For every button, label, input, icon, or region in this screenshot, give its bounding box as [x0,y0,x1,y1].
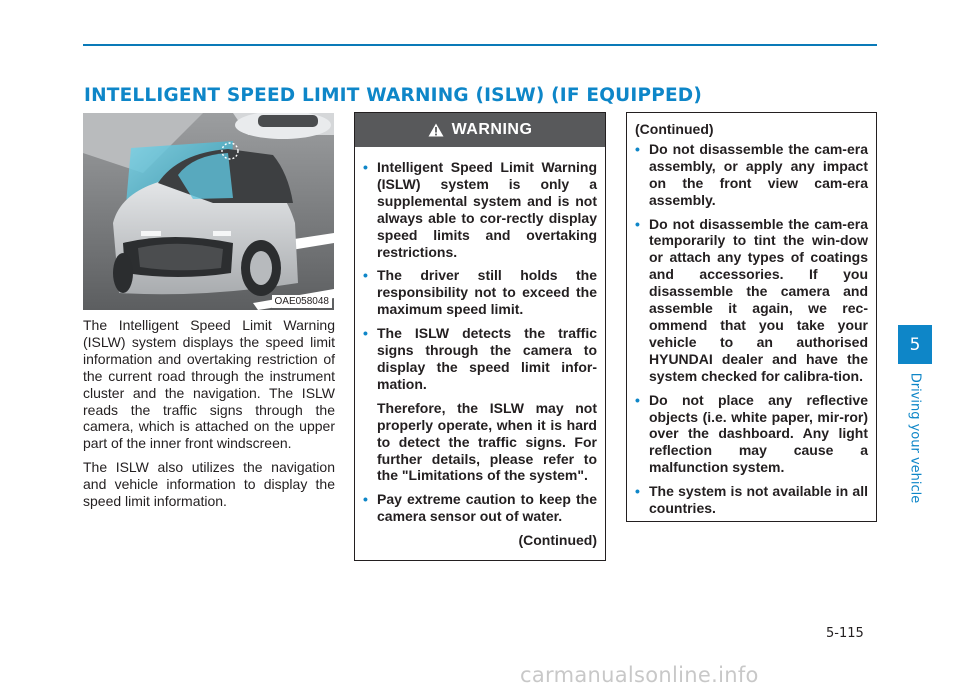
warning-item-extra: Therefore, the ISLW may not properly operate, when it is hard to detect the traffic signs. For further details, please refer to the "Limitations of the system". [377,399,597,484]
warning-body [355,147,605,549]
bullet: • [635,391,640,408]
warning-header [355,113,605,147]
warning-triangle-icon [428,123,444,137]
warning-item: • The ISLW detects the traffic signs through the camera to display the speed limit infor-mation. Therefore, the ISLW may not properly operate, when it is hard to detect the traffic signs. For further details, please refer to the "Limitations of the system". [363,325,597,484]
bullet: • [363,325,368,342]
bullet: • [635,140,640,157]
section-title: INTELLIGENT SPEED LIMIT WARNING (ISLW) (IF EQUIPPED) [84,85,703,106]
bullet: • [363,159,368,175]
continued-item: • Do not disassemble the cam-era assembly, or apply any impact on the front view cam-era assembly. [635,140,868,208]
watermark: carmanualsonline.info [520,663,759,687]
camera-illustration [83,113,334,310]
continued-item: • The system is not available in all countries. [635,483,868,517]
bullet: • [363,491,368,508]
warning-item: • The driver still holds the responsibility not to exceed the maximum speed limit. [363,267,597,318]
warning-item: • Pay extreme caution to keep the camera sensor out of water. [363,491,597,525]
body-paragraph-1: The Intelligent Speed Limit Warning (ISLW) system displays the speed limit information and overtaking restriction of the current road through the instrument cluster and the navigation. The ISLW reads the traffic signs through the camera, which is attached on the upper part of the inner front windscreen. [83,317,335,452]
body-paragraph-2: The ISLW also utilizes the navigation and vehicle information to display the speed limit information. [83,459,335,510]
bullet: • [363,267,368,284]
bullet: • [635,483,640,500]
bullet: • [635,215,640,232]
chapter-number-tab: 5 [898,325,932,364]
chapter-label-text: Driving your vehicle [907,372,923,504]
body-text [83,317,335,517]
warning-title: WARNING [451,121,533,138]
continued-body [627,113,876,517]
continued-heading: (Continued) [635,121,714,137]
continued-label: (Continued) [518,532,597,549]
page-number: 5-115 [826,626,864,641]
continued-item: • Do not disassemble the cam-era temporarily to tint the win-dow or attach any types of coatings and accessories. If you disassemble the camera and assemble it again, we rec-ommend that you take your vehicle to an authorised HYUNDAI dealer and have the system checked for calibra-tion. [635,215,868,384]
chapter-label [906,372,924,504]
warning-item: • Intelligent Speed Limit Warning (ISLW) system is only a supplemental system and is not always able to cor-rectly display speed limits and overtaking restrictions. [363,159,597,260]
top-rule [83,44,877,46]
car-camera-drawing [83,113,334,310]
figure-code: OAE058048 [272,295,333,308]
continued-box [626,112,877,522]
warning-box [354,112,606,561]
continued-item: • Do not place any reflective objects (i.e. white paper, mir-ror) over the dashboard. Any light reflection may cause a malfunction system. [635,391,868,476]
